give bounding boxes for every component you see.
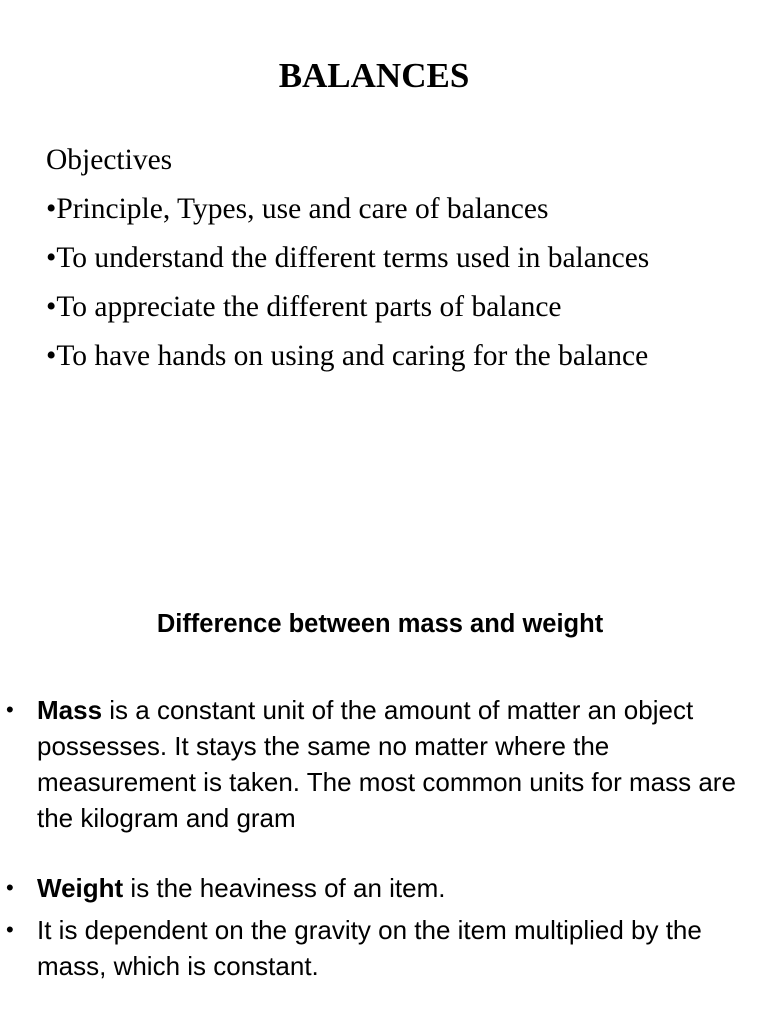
bullet-list — [0, 692, 768, 984]
bullet-icon: • — [6, 697, 14, 722]
weight-term: Weight — [37, 873, 124, 903]
mass-term: Mass — [37, 695, 103, 725]
objectives-heading: Objectives — [46, 144, 173, 176]
section-title: Difference between mass and weight — [156, 610, 604, 638]
gravity-text: It is dependent on the gravity on the item multiplied by the mass, which is constant. — [37, 915, 702, 981]
objective-item: •To have hands on using and caring for the balance — [46, 340, 649, 372]
bullet-item-mass — [0, 692, 767, 836]
objective-item: •Principle, Types, use and care of balances — [46, 193, 549, 225]
slide-mass-weight — [0, 512, 768, 1024]
objectives-block — [46, 140, 666, 385]
bullet-icon: • — [6, 917, 14, 942]
mass-definition: is a constant unit of the amount of matter an object possesses. It stays the same no matter where the measurement is taken. The most common units for mass are the kilogram and gram — [37, 695, 736, 833]
weight-definition: is the heaviness of an item. — [123, 873, 446, 903]
objective-item: •To understand the different terms used in balances — [46, 242, 650, 274]
bullet-item-weight — [0, 870, 767, 906]
page-title: BALANCES — [278, 56, 470, 95]
bullet-item-gravity — [0, 912, 767, 984]
objective-item: •To appreciate the different parts of balance — [46, 291, 562, 323]
bullet-icon: • — [6, 875, 14, 900]
